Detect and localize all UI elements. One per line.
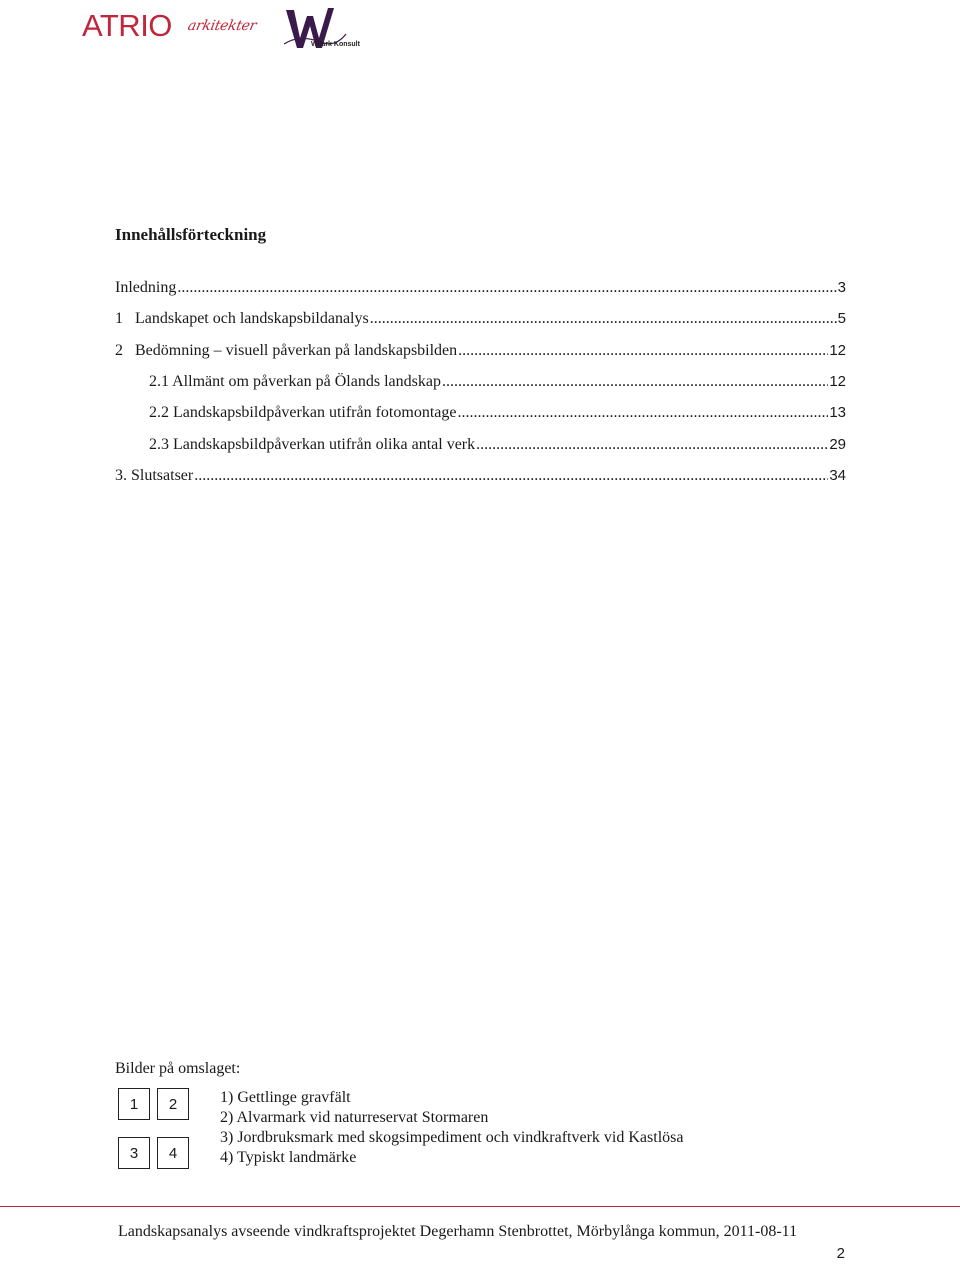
toc-heading: Innehållsförteckning: [115, 225, 267, 244]
toc-entry-label: 3. Slutsatser: [115, 467, 194, 484]
toc-leader-dots: [442, 371, 828, 393]
toc-entry-page: 12: [829, 373, 846, 390]
toc-entry-section-2[interactable]: [115, 340, 846, 362]
cover-image-description-4: 4) Typiskt landmärke: [220, 1149, 357, 1166]
arkitekter-logo-text: arkitekter: [186, 18, 258, 34]
cover-images-label: Bilder på omslaget:: [115, 1060, 241, 1077]
toc-entry-label: 1 Landskapet och landskapsbildanalys: [115, 310, 369, 327]
cover-images-descriptions: [220, 1088, 683, 1168]
atrio-logo: ATRIO: [82, 8, 172, 43]
header-logos: [80, 4, 370, 54]
toc-entry-introduction[interactable]: [115, 277, 846, 299]
toc-leader-dots: [177, 277, 836, 299]
toc-entry-section-2-3[interactable]: [115, 434, 846, 456]
toc-entry-label: Inledning: [115, 279, 177, 296]
toc-entry-section-1[interactable]: [115, 308, 846, 330]
toc-entry-page: 3: [837, 279, 846, 296]
toc-entry-section-2-1[interactable]: [115, 371, 846, 393]
toc-entry-section-2-2[interactable]: [115, 402, 846, 424]
toc-entry-label: 2.3 Landskapsbildpåverkan utifrån olika antal verk: [149, 436, 476, 453]
cover-image-description-3: 3) Jordbruksmark med skogsimpediment och vindkraftverk vid Kastlösa: [220, 1129, 684, 1146]
image-key-box-2: 2: [157, 1088, 189, 1120]
toc-leader-dots: [458, 340, 828, 362]
toc-leader-dots: [476, 434, 828, 456]
toc-leader-dots: [370, 308, 837, 330]
toc-entry-label: 2 Bedömning – visuell påverkan på landskapsbilden: [115, 342, 458, 359]
image-key-box-4: 4: [157, 1137, 189, 1169]
toc-entry-page: 34: [829, 467, 846, 484]
toc-entry-page: 12: [829, 342, 846, 359]
cover-image-description-1: 1) Gettlinge gravfält: [220, 1089, 351, 1106]
footer-text: Landskapsanalys avseende vindkraftsprojektet Degerhamn Stenbrottet, Mörbylånga kommun, 2011-08-11: [118, 1223, 798, 1240]
toc-entry-label: 2.1 Allmänt om påverkan på Ölands landskap: [149, 373, 441, 390]
cover-image-description-2: 2) Alvarmark vid naturreservat Stormaren: [220, 1109, 489, 1126]
footer-divider: [0, 1206, 960, 1207]
toc-entry-page: 29: [829, 436, 846, 453]
image-key-box-3: 3: [118, 1137, 150, 1169]
toc-entry-section-3[interactable]: [115, 465, 846, 487]
toc-leader-dots: [194, 465, 828, 487]
toc-entry-page: 13: [829, 404, 846, 421]
image-key-box-1: 1: [118, 1088, 150, 1120]
toc-entry-label: 2.2 Landskapsbildpåverkan utifrån fotomontage: [149, 404, 457, 421]
toc-entry-page: 5: [837, 310, 846, 327]
page-number: 2: [836, 1245, 845, 1262]
wilark-logo-text: Wilark Konsult: [311, 41, 360, 48]
toc-leader-dots: [457, 402, 828, 424]
